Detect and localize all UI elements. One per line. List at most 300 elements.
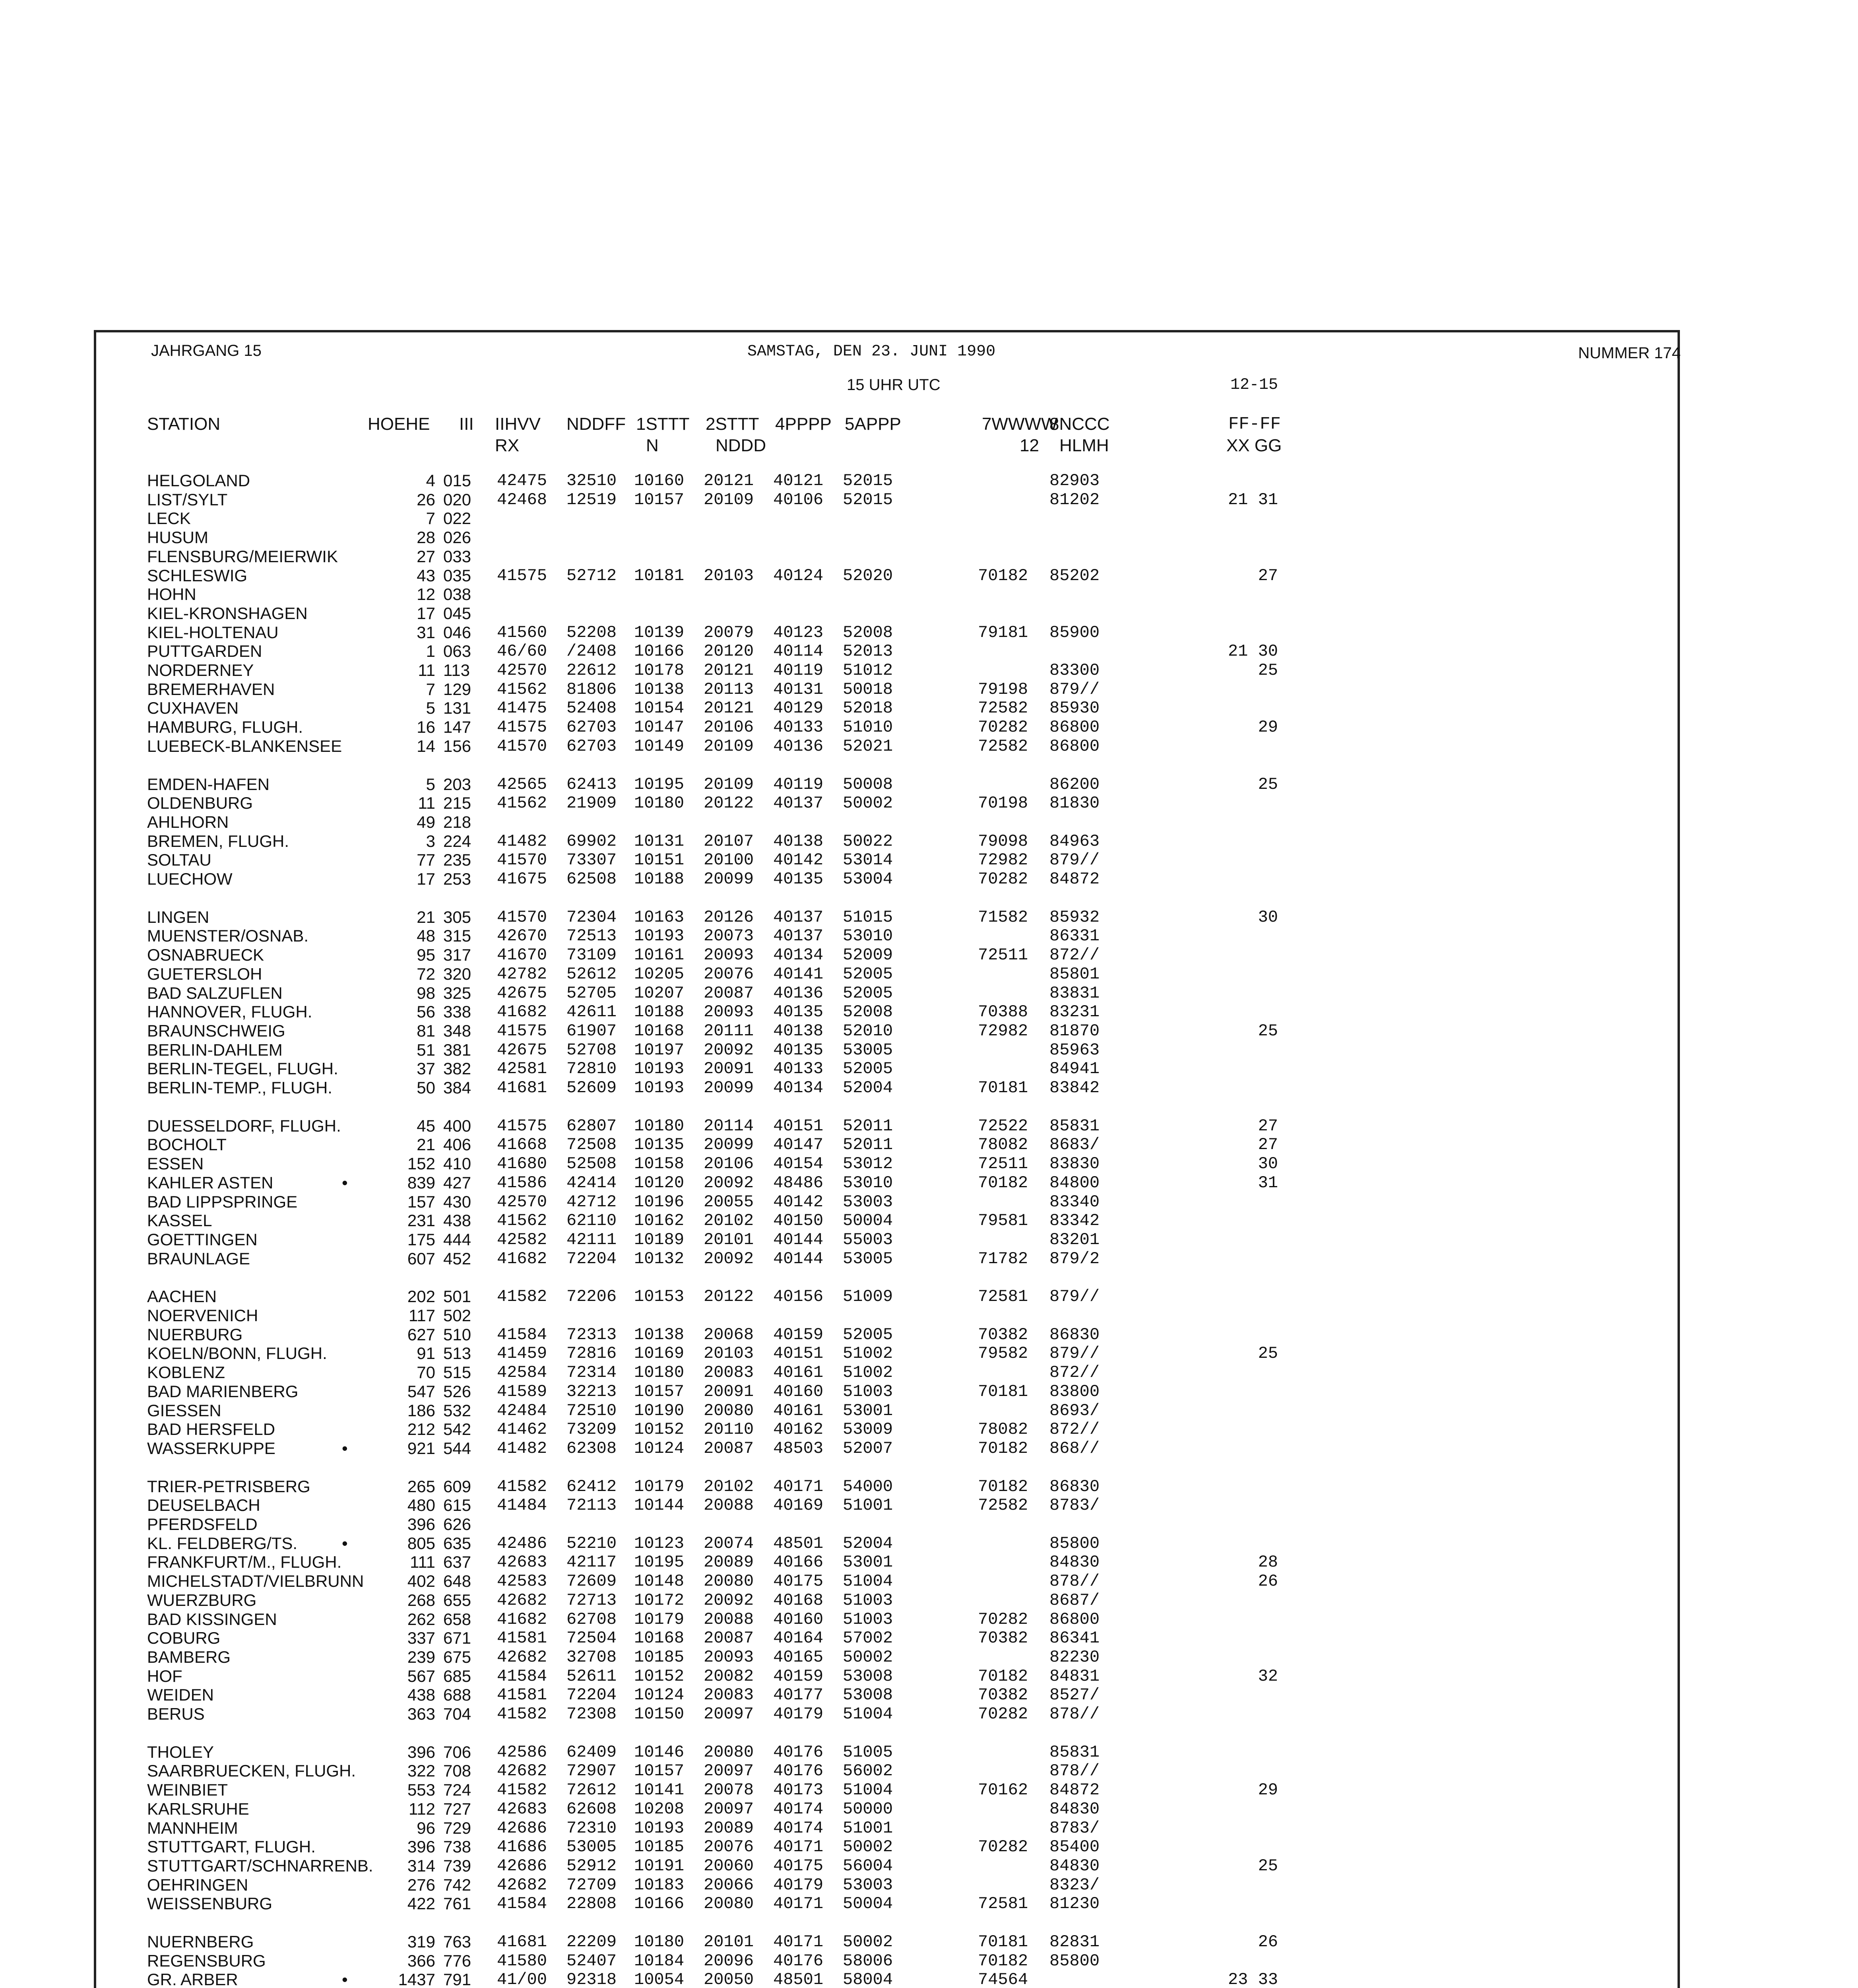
group-1sttt: 10205	[634, 964, 685, 984]
station-name: ESSEN	[147, 1154, 204, 1173]
group-nddff: 73307	[566, 850, 617, 870]
station-name: HELGOLAND	[147, 471, 250, 490]
station-id: 685	[443, 1666, 471, 1685]
group-nddff: 22612	[566, 661, 617, 680]
group-7wwww: 72982	[978, 850, 1028, 870]
group-2sttt: 20110	[704, 1420, 754, 1439]
station-name: MUENSTER/OSNAB.	[147, 926, 309, 945]
group-5appp: 58006	[843, 1951, 893, 1971]
group-2sttt: 20106	[704, 718, 754, 737]
group-8nccc: 8323/	[1049, 1875, 1100, 1895]
group-8nccc: 868//	[1049, 1439, 1100, 1458]
group-4pppp: 40161	[773, 1401, 824, 1420]
group-8nccc: 84831	[1049, 1666, 1100, 1686]
group-iihvv: 41582	[497, 1477, 547, 1496]
group-iihvv: 41682	[497, 1609, 547, 1629]
group-nddff: 72313	[566, 1325, 617, 1344]
table-row	[0, 870, 1858, 889]
group-1sttt: 10189	[634, 1230, 685, 1249]
group-5appp: 52004	[843, 1078, 893, 1097]
group-nddff: 72310	[566, 1818, 617, 1838]
group-4pppp: 40137	[773, 907, 824, 927]
group-2sttt: 20103	[704, 566, 754, 585]
group-2sttt: 20121	[704, 471, 754, 490]
group-1sttt: 10188	[634, 1002, 685, 1022]
station-name: REGENSBURG	[147, 1951, 266, 1970]
station-name: BRAUNLAGE	[147, 1249, 250, 1268]
group-5appp: 52005	[843, 983, 893, 1003]
group-1sttt: 10193	[634, 1078, 685, 1097]
station-name: TRIER-PETRISBERG	[147, 1477, 310, 1496]
station-id: 438	[443, 1211, 471, 1230]
group-5appp: 51005	[843, 1742, 893, 1762]
group-nddff: 52508	[566, 1154, 617, 1174]
group-1sttt: 10135	[634, 1135, 685, 1155]
station-id: 515	[443, 1363, 471, 1382]
station-name: BREMERHAVEN	[147, 679, 275, 699]
station-name: OLDENBURG	[147, 794, 253, 813]
table-row	[0, 1780, 1858, 1800]
height: 7	[426, 679, 435, 699]
group-8nccc: 85800	[1049, 1534, 1100, 1553]
station-id: 410	[443, 1154, 471, 1173]
height: 1437	[398, 1970, 435, 1988]
height: 26	[417, 490, 435, 509]
group-iihvv: 41475	[497, 699, 547, 718]
station-id: 147	[443, 718, 471, 737]
group-5appp: 52005	[843, 1059, 893, 1079]
group-1sttt: 10139	[634, 623, 685, 642]
group-8nccc: 85831	[1049, 1116, 1100, 1136]
group-nddff: 72508	[566, 1135, 617, 1155]
height: 607	[407, 1249, 435, 1268]
group-iihvv: 41570	[497, 907, 547, 927]
group-2sttt: 20091	[704, 1059, 754, 1079]
col-7wwww: 7WWWW	[982, 414, 1058, 434]
station-name: BAD SALZUFLEN	[147, 983, 283, 1002]
gust: 23 33	[1228, 1970, 1278, 1988]
mountain-marker: •	[342, 1534, 348, 1553]
group-1sttt: 10185	[634, 1647, 685, 1667]
group-8nccc: 86800	[1049, 736, 1100, 756]
group-5appp: 53010	[843, 926, 893, 946]
height: 402	[407, 1572, 435, 1591]
group-nddff: 62412	[566, 1477, 617, 1496]
group-7wwww: 70181	[978, 1932, 1028, 1951]
group-2sttt: 20106	[704, 1154, 754, 1174]
station-name: GR. ARBER	[147, 1970, 238, 1988]
group-4pppp: 40136	[773, 983, 824, 1003]
group-nddff: 72609	[566, 1572, 617, 1591]
station-name: SAARBRUECKEN, FLUGH.	[147, 1761, 356, 1780]
station-id: 452	[443, 1249, 471, 1268]
group-1sttt: 10153	[634, 1287, 685, 1307]
height: 921	[407, 1439, 435, 1458]
height: 91	[417, 1344, 435, 1363]
station-id: 635	[443, 1534, 471, 1553]
group-5appp: 50002	[843, 1932, 893, 1951]
table-row	[0, 1344, 1858, 1363]
group-7wwww: 79098	[978, 831, 1028, 851]
station-name: EMDEN-HAFEN	[147, 775, 270, 794]
group-5appp: 56002	[843, 1761, 893, 1781]
group-4pppp: 40171	[773, 1477, 824, 1496]
group-2sttt: 20126	[704, 907, 754, 927]
group-1sttt: 10178	[634, 661, 685, 680]
station-name: KASSEL	[147, 1211, 212, 1230]
group-1sttt: 10180	[634, 1363, 685, 1382]
table-row	[0, 1002, 1858, 1021]
group-7wwww: 72511	[978, 945, 1028, 965]
table-row	[0, 585, 1858, 604]
group-nddff: 12519	[566, 490, 617, 509]
col-station: STATION	[147, 414, 221, 434]
height: 7	[426, 509, 435, 528]
col-nddff: NDDFF	[566, 414, 626, 434]
group-4pppp: 40114	[773, 642, 824, 661]
station-id: 338	[443, 1002, 471, 1021]
height: 11	[418, 661, 435, 679]
group-nddff: 72206	[566, 1287, 617, 1307]
height: 438	[407, 1685, 435, 1705]
table-row	[0, 1572, 1858, 1591]
group-4pppp: 40171	[773, 1894, 824, 1914]
gust: 27	[1258, 1135, 1278, 1155]
table-row	[0, 1648, 1858, 1667]
group-1sttt: 10197	[634, 1040, 685, 1060]
station-name: DUESSELDORF, FLUGH.	[147, 1116, 341, 1135]
group-8nccc: 879//	[1049, 850, 1100, 870]
height: 175	[407, 1230, 435, 1249]
group-4pppp: 40154	[773, 1154, 824, 1174]
table-row	[0, 1629, 1858, 1648]
height: 5	[426, 775, 435, 794]
group-5appp: 52015	[843, 490, 893, 509]
group-4pppp: 40162	[773, 1420, 824, 1439]
group-1sttt: 10147	[634, 718, 685, 737]
group-7wwww: 70282	[978, 870, 1028, 889]
station-id: 035	[443, 566, 471, 585]
group-1sttt: 10168	[634, 1021, 685, 1041]
table-row	[0, 1287, 1858, 1306]
table-row	[0, 1401, 1858, 1420]
table-row	[0, 1439, 1858, 1458]
group-iihvv: 41584	[497, 1325, 547, 1344]
station-name: WASSERKUPPE	[147, 1439, 275, 1458]
station-id: 513	[443, 1344, 471, 1363]
group-iihvv: 41482	[497, 1439, 547, 1458]
group-nddff: 52609	[566, 1078, 617, 1097]
group-7wwww: 70182	[978, 1439, 1028, 1458]
group-4pppp: 40173	[773, 1780, 824, 1800]
table-row	[0, 1078, 1858, 1097]
station-id: 742	[443, 1875, 471, 1894]
group-nddff: 22209	[566, 1932, 617, 1951]
group-iihvv: 42782	[497, 964, 547, 984]
group-iihvv: 42582	[497, 1230, 547, 1249]
group-1sttt: 10207	[634, 983, 685, 1003]
group-1sttt: 10172	[634, 1590, 685, 1610]
group-2sttt: 20093	[704, 945, 754, 965]
station-id: 609	[443, 1477, 471, 1496]
gust: 29	[1258, 718, 1278, 737]
group-4pppp: 40150	[773, 1211, 824, 1231]
station-name: BERLIN-TEGEL, FLUGH.	[147, 1059, 338, 1078]
group-2sttt: 20055	[704, 1192, 754, 1211]
group-7wwww: 78082	[978, 1420, 1028, 1439]
group-7wwww: 72581	[978, 1287, 1028, 1307]
table-row	[0, 718, 1858, 737]
table-row	[0, 528, 1858, 547]
station-name: BERUS	[147, 1705, 205, 1723]
table-row	[0, 1173, 1858, 1192]
group-5appp: 50018	[843, 679, 893, 699]
group-5appp: 52007	[843, 1439, 893, 1458]
station-name: KL. FELDBERG/TS.	[147, 1534, 298, 1553]
group-5appp: 51003	[843, 1382, 893, 1401]
station-id: 671	[443, 1629, 471, 1648]
gust: 32	[1258, 1666, 1278, 1686]
height: 627	[407, 1325, 435, 1344]
group-2sttt: 20100	[704, 850, 754, 870]
height: 212	[407, 1420, 435, 1439]
group-nddff: 32510	[566, 471, 617, 490]
group-1sttt: 10179	[634, 1477, 685, 1496]
table-row	[0, 1610, 1858, 1629]
station-id: 046	[443, 623, 471, 642]
group-5appp: 53010	[843, 1173, 893, 1192]
height: 43	[417, 566, 435, 585]
group-5appp: 54000	[843, 1477, 893, 1496]
height: 17	[417, 870, 435, 888]
group-4pppp: 40134	[773, 1078, 824, 1097]
group-7wwww: 70282	[978, 1705, 1028, 1724]
station-id: 320	[443, 964, 471, 983]
station-name: NORDERNEY	[147, 661, 254, 679]
group-nddff: 73209	[566, 1420, 617, 1439]
group-iihvv: 41582	[497, 1705, 547, 1724]
group-iihvv: 41560	[497, 623, 547, 642]
group-8nccc: 85963	[1049, 1040, 1100, 1060]
height: 81	[417, 1021, 435, 1040]
group-nddff: 62807	[566, 1116, 617, 1136]
group-4pppp: 40106	[773, 490, 824, 509]
station-id: 729	[443, 1818, 471, 1837]
group-iihvv: 42583	[497, 1572, 547, 1591]
station-id: 739	[443, 1856, 471, 1875]
group-4pppp: 40174	[773, 1799, 824, 1819]
group-4pppp: 40142	[773, 1192, 824, 1211]
group-nddff: 72510	[566, 1401, 617, 1420]
col-1sttt: 1STTT	[636, 414, 690, 434]
height: 186	[407, 1401, 435, 1420]
table-row	[0, 1591, 1858, 1610]
station-id: 015	[443, 471, 471, 490]
group-1sttt: 10191	[634, 1856, 685, 1875]
group-iihvv: 41562	[497, 679, 547, 699]
group-7wwww: 70382	[978, 1685, 1028, 1705]
group-1sttt: 10195	[634, 775, 685, 794]
height: 72	[417, 964, 435, 983]
group-nddff: 72304	[566, 907, 617, 927]
group-4pppp: 40123	[773, 623, 824, 642]
group-iihvv: 41584	[497, 1666, 547, 1686]
table-row	[0, 1249, 1858, 1268]
station-id: 113	[443, 661, 470, 679]
group-8nccc: 83800	[1049, 1382, 1100, 1401]
station-id: 648	[443, 1572, 471, 1591]
station-name: WEIDEN	[147, 1685, 214, 1705]
height: 422	[407, 1894, 435, 1913]
group-8nccc: 83300	[1049, 661, 1100, 680]
table-row	[0, 1041, 1858, 1060]
station-name: CUXHAVEN	[147, 699, 239, 718]
group-2sttt: 20099	[704, 1078, 754, 1097]
station-id: 026	[443, 528, 471, 547]
table-row	[0, 1306, 1858, 1325]
group-8nccc: 85831	[1049, 1742, 1100, 1762]
height: 547	[407, 1382, 435, 1401]
group-2sttt: 20080	[704, 1894, 754, 1914]
group-8nccc: 872//	[1049, 1363, 1100, 1382]
group-iihvv: 42475	[497, 471, 547, 490]
gust: 21 30	[1228, 642, 1278, 661]
group-2sttt: 20078	[704, 1780, 754, 1800]
station-name: DEUSELBACH	[147, 1496, 260, 1515]
height: 16	[417, 718, 435, 737]
group-2sttt: 20082	[704, 1666, 754, 1686]
group-nddff: 32213	[566, 1382, 617, 1401]
group-iihvv: 41668	[497, 1135, 547, 1155]
group-1sttt: 10149	[634, 736, 685, 756]
group-5appp: 52015	[843, 471, 893, 490]
group-7wwww: 72581	[978, 1894, 1028, 1914]
height: 314	[407, 1856, 435, 1875]
height: 77	[417, 850, 435, 870]
col-nddd: NDDD	[716, 436, 766, 455]
station-name: LINGEN	[147, 907, 209, 926]
group-2sttt: 20114	[704, 1116, 754, 1136]
group-iihvv: 41682	[497, 1002, 547, 1022]
group-7wwww: 70282	[978, 718, 1028, 737]
table-row	[0, 1382, 1858, 1401]
group-1sttt: 10193	[634, 926, 685, 946]
station-name: COBURG	[147, 1629, 221, 1648]
group-1sttt: 10144	[634, 1496, 685, 1515]
group-nddff: 52208	[566, 623, 617, 642]
group-4pppp: 40176	[773, 1761, 824, 1781]
group-2sttt: 20092	[704, 1249, 754, 1268]
group-iihvv: 42683	[497, 1553, 547, 1572]
station-id: 532	[443, 1401, 471, 1420]
group-nddff: 42414	[566, 1173, 617, 1192]
group-nddff: 52408	[566, 699, 617, 718]
group-4pppp: 48501	[773, 1970, 824, 1988]
height: 553	[407, 1780, 435, 1800]
group-iihvv: 41575	[497, 566, 547, 585]
station-id: 637	[443, 1553, 471, 1572]
group-7wwww: 71782	[978, 1249, 1028, 1268]
group-1sttt: 10157	[634, 1761, 685, 1781]
group-2sttt: 20101	[704, 1932, 754, 1951]
group-8nccc: 8783/	[1049, 1496, 1100, 1515]
table-row	[0, 509, 1858, 528]
table-row	[0, 680, 1858, 699]
group-1sttt: 10208	[634, 1799, 685, 1819]
group-1sttt: 10190	[634, 1401, 685, 1420]
group-nddff: 52210	[566, 1534, 617, 1553]
height: 319	[407, 1932, 435, 1951]
mountain-marker: •	[342, 1970, 348, 1988]
group-5appp: 53001	[843, 1401, 893, 1420]
gust: 25	[1258, 1344, 1278, 1363]
group-1sttt: 10148	[634, 1572, 685, 1591]
group-2sttt: 20092	[704, 1173, 754, 1192]
group-8nccc: 872//	[1049, 1420, 1100, 1439]
station-name: HAMBURG, FLUGH.	[147, 718, 303, 737]
group-2sttt: 20079	[704, 623, 754, 642]
station-id: 038	[443, 585, 471, 604]
station-id: 022	[443, 509, 471, 528]
group-iihvv: 41582	[497, 1780, 547, 1800]
group-4pppp: 40133	[773, 1059, 824, 1079]
group-2sttt: 20109	[704, 775, 754, 794]
group-8nccc: 878//	[1049, 1572, 1100, 1591]
group-2sttt: 20093	[704, 1647, 754, 1667]
group-5appp: 53008	[843, 1666, 893, 1686]
group-iihvv: 41584	[497, 1894, 547, 1914]
height: 322	[407, 1761, 435, 1780]
group-7wwww: 70388	[978, 1002, 1028, 1022]
group-8nccc: 86830	[1049, 1477, 1100, 1496]
issue-number: NUMMER 174	[1578, 344, 1681, 362]
group-2sttt: 20083	[704, 1363, 754, 1382]
group-5appp: 52009	[843, 945, 893, 965]
group-1sttt: 10168	[634, 1629, 685, 1648]
group-5appp: 51010	[843, 718, 893, 737]
station-name: LIST/SYLT	[147, 490, 228, 509]
group-nddff: 72709	[566, 1875, 617, 1895]
height: 50	[417, 1078, 435, 1097]
group-5appp: 51015	[843, 907, 893, 927]
date-label: SAMSTAG, DEN 23. JUNI 1990	[747, 343, 996, 361]
group-4pppp: 40156	[773, 1287, 824, 1307]
group-iihvv: 42486	[497, 1534, 547, 1553]
group-1sttt: 10188	[634, 870, 685, 889]
gust: 26	[1258, 1572, 1278, 1591]
station-name: KOELN/BONN, FLUGH.	[147, 1344, 327, 1363]
group-2sttt: 20121	[704, 699, 754, 718]
station-id: 156	[443, 736, 471, 755]
group-iihvv: 42686	[497, 1818, 547, 1838]
group-8nccc: 872//	[1049, 945, 1100, 965]
group-nddff: 62110	[566, 1211, 617, 1231]
table-row	[0, 965, 1858, 984]
height: 48	[417, 926, 435, 945]
group-8nccc: 83842	[1049, 1078, 1100, 1097]
height: 37	[417, 1059, 435, 1078]
group-4pppp: 40138	[773, 1021, 824, 1041]
group-4pppp: 40151	[773, 1116, 824, 1136]
station-id: 063	[443, 642, 471, 661]
gust: 21 31	[1228, 490, 1278, 509]
group-5appp: 53005	[843, 1040, 893, 1060]
group-2sttt: 20122	[704, 1287, 754, 1307]
height: 51	[417, 1040, 435, 1059]
group-7wwww: 79582	[978, 1344, 1028, 1363]
group-7wwww: 70282	[978, 1837, 1028, 1857]
group-8nccc: 84941	[1049, 1059, 1100, 1079]
